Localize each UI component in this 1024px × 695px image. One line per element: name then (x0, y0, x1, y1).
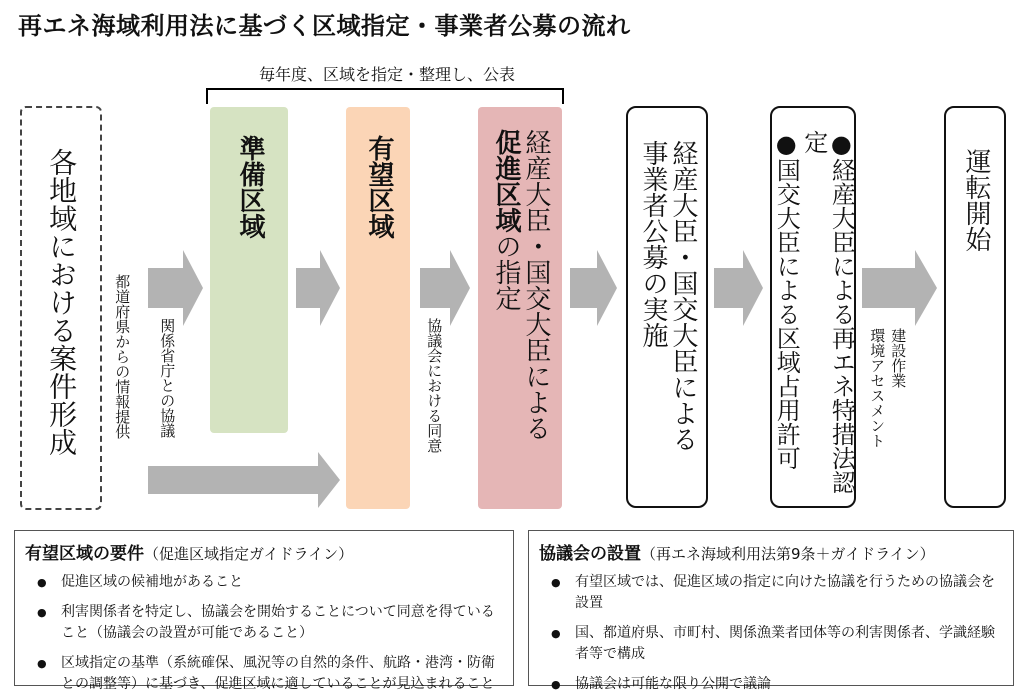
list-item: ● 区域指定の基準（系統確保、風況等の自然的条件、航路・港湾・防衛との調整等）に基づき、促進区域に適していることが見込まれること (25, 653, 503, 695)
permit-line1: ●経産大臣による再エネ特措法認定 (799, 130, 856, 494)
operation-label: 運転開始 (960, 148, 991, 252)
list-item: ● 協議会は可能な限り公開で議論 (539, 674, 1003, 695)
label-construction: 建設作業 (889, 328, 908, 388)
call-line1: 経産大臣・国交大臣による (667, 140, 698, 452)
panel-right-subheading: （再エネ海域利用法第9条＋ガイドライン） (641, 545, 935, 563)
label-council-consent: 協議会における同意 (425, 318, 444, 453)
label-environmental-assessment: 環境アセスメント (868, 328, 887, 448)
designation-bold: 促進区域 (491, 129, 521, 233)
designation-rest: の指定 (491, 233, 521, 311)
panel-left-list (25, 572, 503, 695)
arrow-desig-to-call (570, 250, 617, 326)
annual-note: 毎年度、区域を指定・整理し、公表 (258, 65, 515, 84)
page-title: 再エネ海域利用法に基づく区域指定・事業者公募の流れ (18, 12, 631, 40)
step-preparation-label: 準備区域 (234, 135, 265, 239)
arrow-local-to-prep (148, 250, 203, 326)
arrow-bottom-to-prom (148, 452, 340, 508)
panel-promising-zone-requirements (14, 530, 514, 692)
designation-line1: 経産大臣・国交大臣による (520, 129, 551, 441)
panel-right-heading-row (539, 539, 1003, 564)
list-item: ● 促進区域の候補地があること (25, 572, 503, 593)
arrow-prep-to-prom (296, 250, 340, 326)
list-item: ● 利害関係者を特定し、協議会を開始することについて同意を得ていること（協議会の設置が可能であること） (25, 602, 503, 644)
arrow-permit-to-op (862, 250, 937, 326)
label-prefecture-info: 都道府県からの情報提供 (113, 274, 132, 439)
step-local-label: 各地域における案件形成 (45, 148, 79, 456)
label-ministry-consult: 関係省庁との協議 (158, 318, 177, 438)
panel-right-list (539, 572, 1003, 695)
list-item: ● 有望区域では、促進区域の指定に向けた協議を行うための協議会を設置 (539, 572, 1003, 614)
list-item: ● 国、都道府県、市町村、関係漁業者団体等の利害関係者、学識経験者等で構成 (539, 623, 1003, 665)
panel-right-heading: 協議会の設置 (539, 544, 641, 564)
call-line2: 事業者公募の実施 (638, 140, 668, 348)
panel-left-heading-row (25, 539, 503, 564)
panel-left-heading: 有望区域の要件 (25, 544, 144, 564)
permit-line2: ●国交大臣による区域占用許可 (772, 130, 801, 470)
panel-council-setup (528, 530, 1014, 692)
panel-left-subheading: （促進区域指定ガイドライン） (144, 545, 354, 563)
arrow-call-to-permit (714, 250, 763, 326)
step-promising-label: 有望区域 (363, 135, 394, 239)
arrow-prom-to-desig (420, 250, 470, 326)
